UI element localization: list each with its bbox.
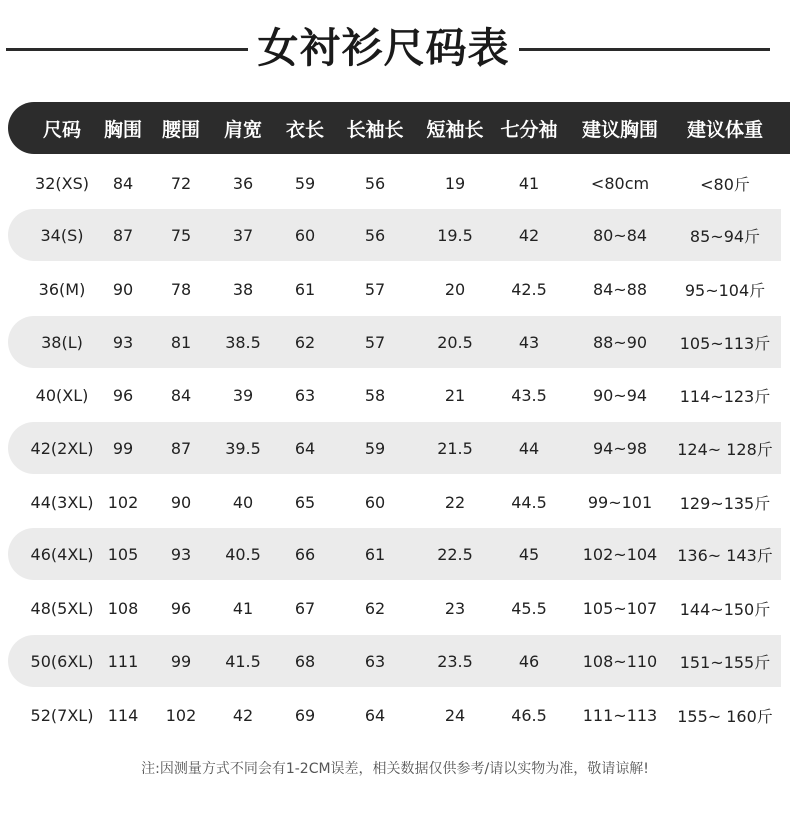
table-row — [8, 635, 781, 687]
cell-suggested-weight: 105~113斤 — [679, 333, 771, 353]
table-row — [8, 528, 781, 580]
cell-short-sleeve: 19.5 — [437, 225, 473, 245]
cell-size: 36(M) — [38, 279, 86, 299]
cell-short-sleeve: 22.5 — [437, 544, 473, 564]
cell-waist: 96 — [170, 598, 192, 618]
cell-shoulder: 41 — [232, 598, 254, 618]
cell-three-quarter-sleeve: 43 — [518, 332, 540, 352]
cell-long-sleeve: 62 — [364, 598, 386, 618]
cell-shoulder: 36 — [232, 173, 254, 193]
cell-size: 48(5XL) — [30, 598, 94, 618]
header-suggested-weight: 建议体重 — [686, 118, 763, 141]
table-row — [8, 316, 781, 368]
table-row — [8, 476, 781, 528]
cell-bust: 114 — [107, 705, 139, 725]
cell-three-quarter-sleeve: 45 — [518, 544, 540, 564]
cell-shoulder: 39.5 — [225, 438, 261, 458]
cell-long-sleeve: 59 — [364, 438, 386, 458]
title-divider-left — [6, 48, 248, 51]
title-divider-right — [519, 48, 770, 51]
header-shoulder: 肩宽 — [223, 118, 262, 141]
cell-waist: 81 — [170, 332, 192, 352]
cell-three-quarter-sleeve: 46 — [518, 651, 540, 671]
table-row — [8, 209, 781, 261]
cell-suggested-bust: 80~84 — [592, 225, 648, 245]
cell-waist: 99 — [170, 651, 192, 671]
cell-size: 52(7XL) — [30, 705, 94, 725]
cell-short-sleeve: 19 — [444, 173, 466, 193]
cell-size: 46(4XL) — [30, 544, 94, 564]
header-short-sleeve: 短袖长 — [426, 118, 484, 141]
cell-suggested-weight: <80斤 — [700, 174, 750, 194]
cell-suggested-weight: 155~ 160斤 — [677, 706, 773, 726]
cell-size: 42(2XL) — [30, 438, 94, 458]
cell-three-quarter-sleeve: 41 — [518, 173, 540, 193]
page-title: 女衬衫尺码表 — [257, 24, 510, 72]
cell-bust: 99 — [112, 438, 134, 458]
cell-three-quarter-sleeve: 46.5 — [511, 705, 547, 725]
cell-three-quarter-sleeve: 44 — [518, 438, 540, 458]
table-row — [8, 369, 781, 421]
cell-waist: 84 — [170, 385, 192, 405]
cell-shoulder: 38 — [232, 279, 254, 299]
cell-length: 59 — [294, 173, 316, 193]
cell-suggested-weight: 95~104斤 — [684, 280, 766, 300]
header-bust: 胸围 — [103, 118, 142, 141]
table-row — [8, 263, 781, 315]
cell-bust: 90 — [112, 279, 134, 299]
cell-length: 65 — [294, 492, 316, 512]
cell-bust: 105 — [107, 544, 139, 564]
cell-shoulder: 42 — [232, 705, 254, 725]
cell-long-sleeve: 56 — [364, 173, 386, 193]
cell-size: 44(3XL) — [30, 492, 94, 512]
cell-size: 40(XL) — [35, 385, 89, 405]
cell-bust: 111 — [107, 651, 139, 671]
cell-shoulder: 40 — [232, 492, 254, 512]
cell-long-sleeve: 57 — [364, 279, 386, 299]
cell-short-sleeve: 22 — [444, 492, 466, 512]
header-length: 衣长 — [285, 118, 324, 141]
cell-suggested-bust: 90~94 — [592, 385, 648, 405]
cell-suggested-bust: 88~90 — [592, 332, 648, 352]
cell-suggested-bust: 111~113 — [582, 705, 658, 725]
cell-shoulder: 40.5 — [225, 544, 261, 564]
cell-long-sleeve: 56 — [364, 225, 386, 245]
title-bar — [0, 18, 790, 78]
header-waist: 腰围 — [161, 118, 200, 141]
cell-short-sleeve: 24 — [444, 705, 466, 725]
cell-size: 34(S) — [40, 225, 84, 245]
cell-waist: 78 — [170, 279, 192, 299]
cell-suggested-bust: 84~88 — [592, 279, 648, 299]
cell-length: 63 — [294, 385, 316, 405]
table-row — [8, 157, 781, 209]
cell-shoulder: 37 — [232, 225, 254, 245]
header-size: 尺码 — [42, 118, 81, 141]
cell-long-sleeve: 64 — [364, 705, 386, 725]
cell-length: 69 — [294, 705, 316, 725]
cell-suggested-bust: 108~110 — [582, 651, 658, 671]
cell-three-quarter-sleeve: 44.5 — [511, 492, 547, 512]
cell-suggested-bust: 105~107 — [582, 598, 658, 618]
cell-three-quarter-sleeve: 43.5 — [511, 385, 547, 405]
header-suggested-bust: 建议胸围 — [581, 118, 658, 141]
table-row — [8, 689, 781, 741]
cell-length: 66 — [294, 544, 316, 564]
table-row — [8, 582, 781, 634]
footnote: 注:因测量方式不同会有1-2CM误差，相关数据仅供参考/请以实物为准，敬请谅解! — [141, 761, 649, 777]
table-header — [8, 102, 790, 154]
cell-suggested-bust: 102~104 — [582, 544, 658, 564]
cell-waist: 90 — [170, 492, 192, 512]
cell-suggested-bust: <80cm — [590, 173, 650, 193]
cell-length: 60 — [294, 225, 316, 245]
cell-waist: 93 — [170, 544, 192, 564]
cell-suggested-weight: 144~150斤 — [679, 599, 771, 619]
cell-size: 32(XS) — [35, 173, 89, 193]
cell-short-sleeve: 21 — [444, 385, 466, 405]
cell-three-quarter-sleeve: 42 — [518, 225, 540, 245]
cell-waist: 102 — [165, 705, 197, 725]
cell-short-sleeve: 20.5 — [437, 332, 473, 352]
table-row — [8, 422, 781, 474]
cell-length: 62 — [294, 332, 316, 352]
cell-long-sleeve: 58 — [364, 385, 386, 405]
cell-suggested-weight: 114~123斤 — [679, 386, 771, 406]
cell-suggested-bust: 94~98 — [592, 438, 648, 458]
cell-three-quarter-sleeve: 42.5 — [511, 279, 547, 299]
cell-suggested-weight: 129~135斤 — [679, 493, 771, 513]
header-three-quarter-sleeve: 七分袖 — [500, 118, 558, 141]
cell-bust: 84 — [112, 173, 134, 193]
cell-long-sleeve: 61 — [364, 544, 386, 564]
cell-length: 67 — [294, 598, 316, 618]
cell-bust: 102 — [107, 492, 139, 512]
cell-length: 61 — [294, 279, 316, 299]
cell-size: 38(L) — [41, 332, 83, 352]
cell-short-sleeve: 23 — [444, 598, 466, 618]
cell-length: 68 — [294, 651, 316, 671]
cell-three-quarter-sleeve: 45.5 — [511, 598, 547, 618]
cell-short-sleeve: 21.5 — [437, 438, 473, 458]
cell-suggested-weight: 124~ 128斤 — [677, 439, 773, 459]
cell-suggested-weight: 136~ 143斤 — [677, 545, 773, 565]
cell-bust: 87 — [112, 225, 134, 245]
cell-long-sleeve: 63 — [364, 651, 386, 671]
cell-shoulder: 38.5 — [225, 332, 261, 352]
cell-waist: 87 — [170, 438, 192, 458]
cell-shoulder: 39 — [232, 385, 254, 405]
cell-length: 64 — [294, 438, 316, 458]
cell-short-sleeve: 23.5 — [437, 651, 473, 671]
header-long-sleeve: 长袖长 — [346, 118, 404, 141]
cell-size: 50(6XL) — [30, 651, 94, 671]
cell-long-sleeve: 60 — [364, 492, 386, 512]
cell-bust: 93 — [112, 332, 134, 352]
cell-suggested-bust: 99~101 — [587, 492, 653, 512]
cell-bust: 96 — [112, 385, 134, 405]
cell-bust: 108 — [107, 598, 139, 618]
cell-suggested-weight: 85~94斤 — [689, 226, 761, 246]
cell-suggested-weight: 151~155斤 — [679, 652, 771, 672]
cell-long-sleeve: 57 — [364, 332, 386, 352]
cell-waist: 75 — [170, 225, 192, 245]
cell-short-sleeve: 20 — [444, 279, 466, 299]
cell-waist: 72 — [170, 173, 192, 193]
cell-shoulder: 41.5 — [225, 651, 261, 671]
